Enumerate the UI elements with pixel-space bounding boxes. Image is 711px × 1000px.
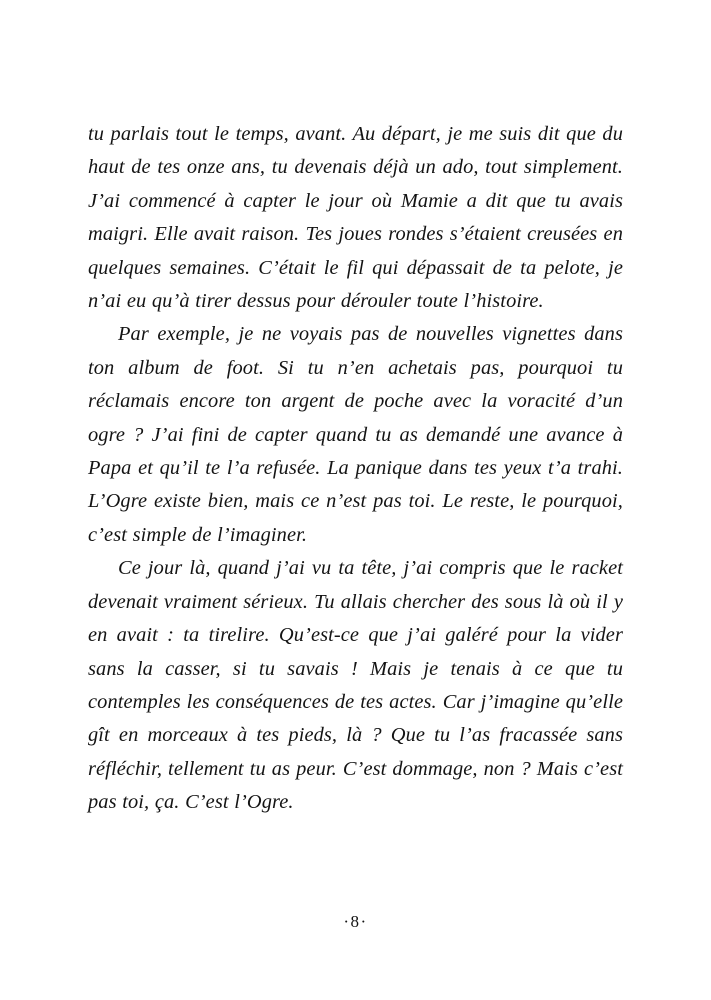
page-number: ·8· [343,912,368,931]
paragraph-2: Par exemple, je ne voyais pas de nouvelles vignettes dans ton album de foot. Si tu n’en achetais pas, pourquoi tu réclamais encore ton argent de poche avec la voracité d’un ogre ? J’ai fini de capter quand tu as demandé une avance à Papa et qu’il te l’a refusée. La panique dans tes yeux t’a trahi. L’Ogre existe bien, mais ce n’est pas toi. Le reste, le pourquoi, c’est simple de l’imaginer. [88,323,623,546]
paragraph-1: tu parlais tout le temps, avant. Au départ, je me suis dit que du haut de tes onze ans, tu devenais déjà un ado, tout simplement. J’ai commencé à capter le jour où Mamie a dit que tu avais maigri. Elle avait raison. Tes joues rondes s’étaient creusées en quelques semaines. C’était le fil qui dépassait de ta pelote, je n’ai eu qu’à tirer dessus pour dérouler toute l’histoire. [88,123,623,313]
page-text-body [88,118,623,820]
paragraph-3: Ce jour là, quand j’ai vu ta tête, j’ai compris que le racket devenait vraiment sérieux. Tu allais chercher des sous là où il y en avait : ta tirelire. Qu’est-ce que j’ai galéré pour la vider sans la casser, si tu savais ! Mais je tenais à ce que tu contemples les conséquences de tes actes. Car j’imagine qu’elle gît en morceaux à tes pieds, là ? Que tu l’as fracassée sans réfléchir, tellement tu as peur. C’est dommage, non ? Mais c’est pas toi, ça. C’est l’Ogre. [88,557,623,814]
